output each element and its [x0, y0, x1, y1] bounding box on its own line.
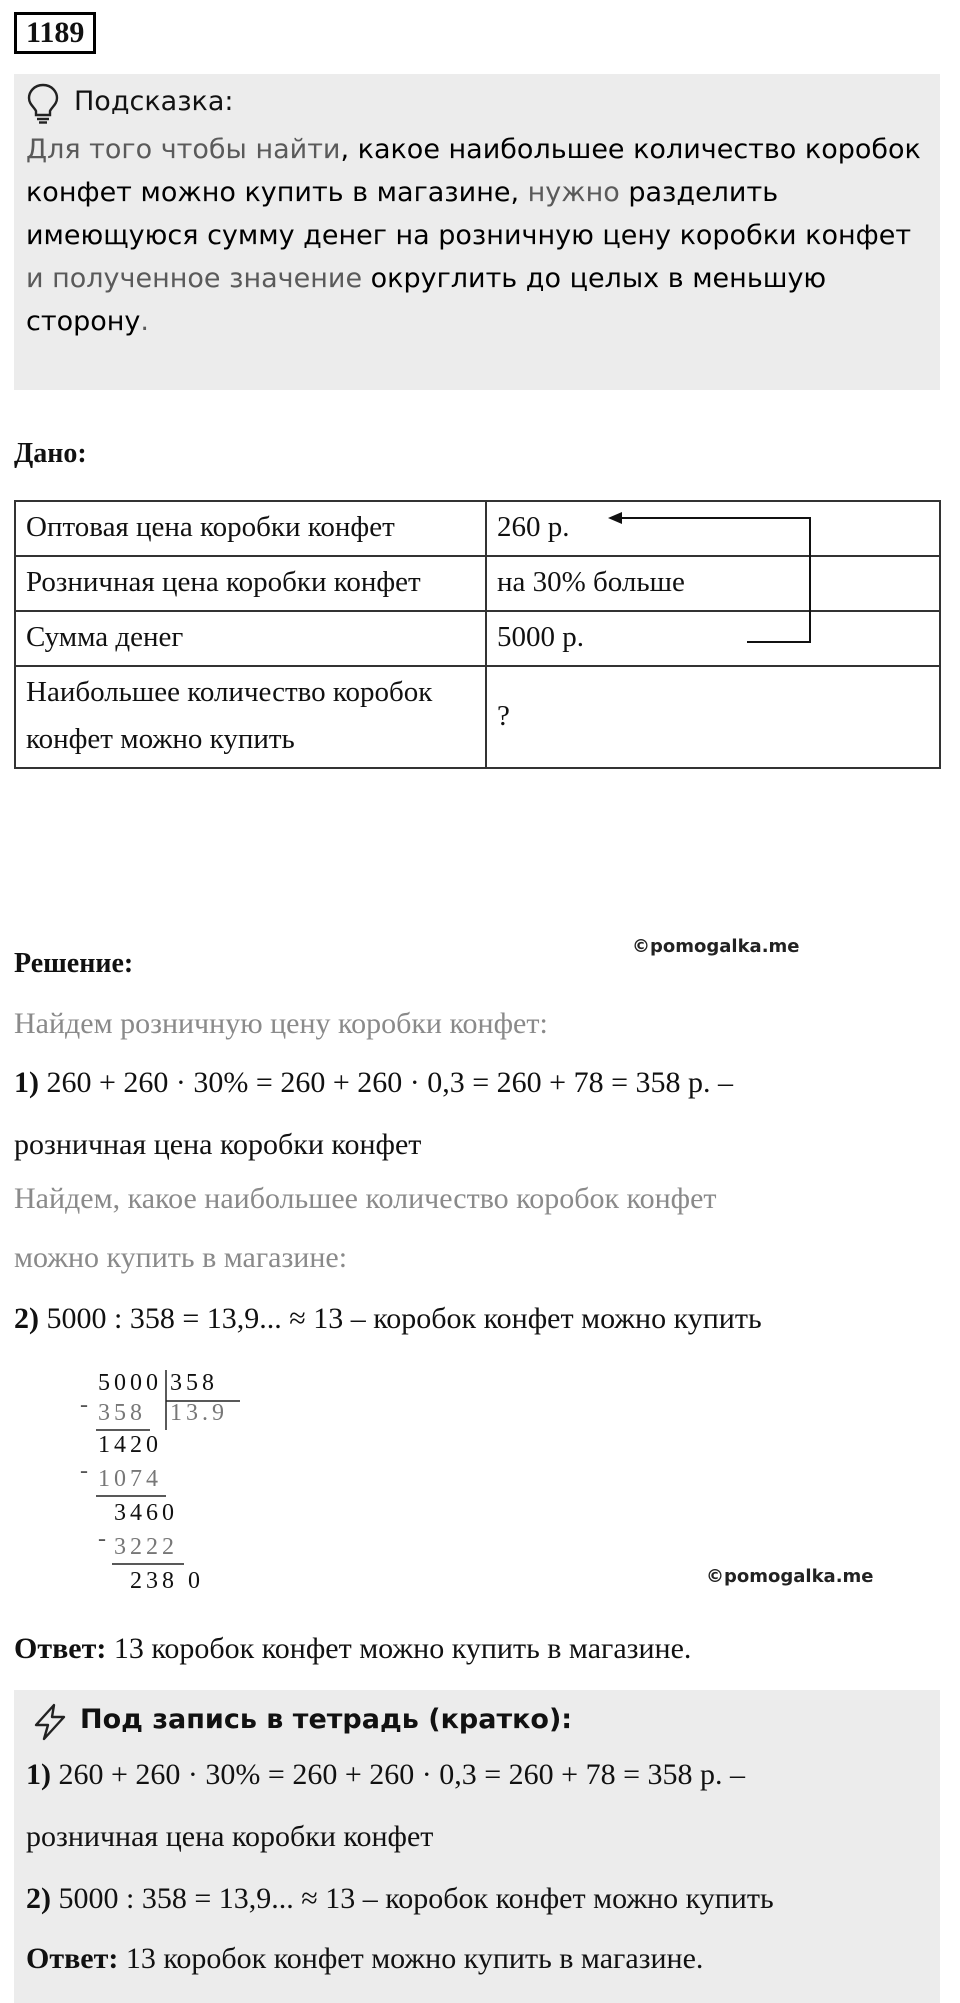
given-table: [14, 500, 941, 769]
lightbulb-icon: [26, 82, 60, 124]
notes-title: Под запись в тетрадь (кратко):: [80, 1704, 573, 1735]
division-subtrahend: 358: [98, 1400, 146, 1426]
watermark: ©pomogalka.me: [632, 936, 800, 957]
minus-sign: -: [80, 1458, 92, 1484]
division-remainder: 3460: [114, 1500, 178, 1526]
table-row: [15, 611, 940, 666]
hint-text: [26, 128, 931, 343]
hint-segment-bold: , какое наибольшее количество коробок конфет можно купить в магазине,: [26, 134, 921, 208]
step1-line: [14, 1066, 733, 1100]
notes-line2-expression: 5000 : 358 = 13,9... ≈ 13 – коробок конфет можно купить: [58, 1882, 774, 1915]
minus-sign: -: [80, 1392, 92, 1418]
division-remainder-zero: 0: [188, 1568, 204, 1594]
hint-segment: .: [140, 306, 149, 337]
division-remainder: 238: [130, 1568, 178, 1594]
answer-text: 13 коробок конфет можно купить в магазине.: [106, 1632, 692, 1665]
given-value-money: 5000 р.: [486, 611, 940, 666]
given-label-wholesale: Оптовая цена коробки конфет: [15, 501, 486, 556]
division-dividend: 5000: [98, 1370, 162, 1396]
hint-segment: и полученное значение: [26, 263, 371, 294]
table-row: [15, 556, 940, 611]
hint-title: Подсказка:: [74, 86, 234, 117]
division-subtrahend: 1074: [98, 1466, 162, 1492]
step2-intro-b: можно купить в магазине:: [14, 1241, 348, 1274]
lightning-icon: [30, 1702, 70, 1742]
division-divisor: 358: [170, 1370, 218, 1396]
notes-line1-number: 1): [26, 1758, 51, 1791]
answer-line: [14, 1632, 691, 1666]
given-label-retail: Розничная цена коробки конфет: [15, 556, 486, 611]
step1-intro: Найдем розничную цену коробки конфет:: [14, 1007, 548, 1040]
division-subtrahend: 3222: [114, 1534, 178, 1560]
notes-line1-expression: 260 + 260 · 30% = 260 + 260 · 0,3 = 260 + 78 = 358 р. –: [58, 1758, 745, 1791]
given-value-retail: на 30% больше: [486, 556, 940, 611]
answer-label: Ответ:: [14, 1632, 107, 1665]
hint-box: [14, 74, 940, 390]
step1-tail: розничная цена коробки конфет: [14, 1128, 422, 1161]
step2-number: 2): [14, 1302, 39, 1335]
notes-answer-text: 13 коробок конфет можно купить в магазине.: [118, 1942, 704, 1975]
division-quotient: 13.9: [170, 1400, 228, 1426]
division-lines: [80, 1366, 260, 1606]
notes-line2-number: 2): [26, 1882, 51, 1915]
hint-segment: нужно: [519, 177, 629, 208]
step2-expression: 5000 : 358 = 13,9... ≈ 13 – коробок конфет можно купить: [46, 1302, 762, 1335]
step2-line: [14, 1302, 762, 1336]
hint-segment-bold: разделить имеющуюся сумму денег на розничную цену коробки конфет: [26, 177, 912, 251]
watermark: ©pomogalka.me: [706, 1566, 874, 1587]
solution-title: Решение:: [14, 948, 134, 979]
hint-segment: Для того чтобы найти: [26, 134, 341, 165]
step1-number: 1): [14, 1066, 39, 1099]
table-row: [15, 501, 940, 556]
step1-expression: 260 + 260 · 30% = 260 + 260 · 0,3 = 260 + 78 = 358 р. –: [46, 1066, 733, 1099]
given-title: Дано:: [14, 438, 87, 469]
notes-line1-tail: розничная цена коробки конфет: [26, 1820, 434, 1853]
hint-segment-bold: округлить до целых в меньшую сторону: [26, 263, 827, 337]
division-remainder: 1420: [98, 1432, 162, 1458]
notes-line2: [26, 1882, 774, 1916]
step2-intro-a: Найдем, какое наибольшее количество коробок конфет: [14, 1182, 717, 1215]
notes-box: [14, 1690, 940, 2003]
given-value-max: ?: [486, 666, 940, 768]
minus-sign: -: [98, 1526, 110, 1552]
given-value-wholesale: 260 р.: [486, 501, 940, 556]
given-label-max: Наибольшее количество коробок конфет можно купить: [15, 666, 486, 768]
notes-answer: [26, 1942, 703, 1976]
notes-line1: [26, 1758, 745, 1792]
task-number: 1189: [14, 12, 96, 54]
table-row: [15, 666, 940, 768]
notes-answer-label: Ответ:: [26, 1942, 119, 1975]
given-label-money: Сумма денег: [15, 611, 486, 666]
